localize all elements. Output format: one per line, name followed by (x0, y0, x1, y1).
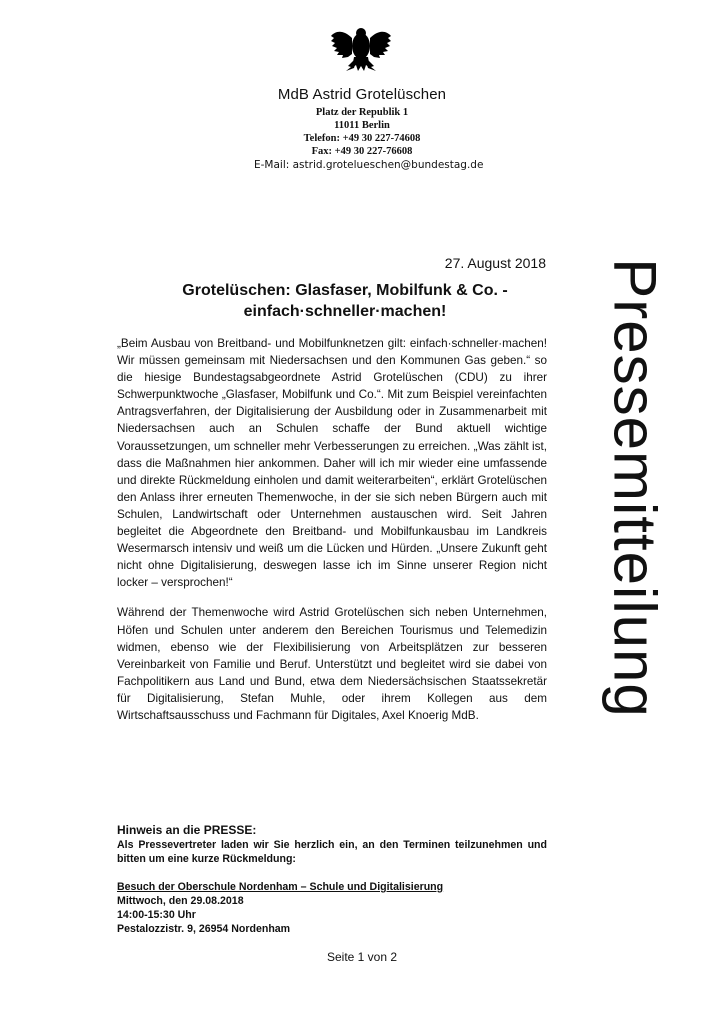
address-line-1: Platz der Republik 1 (315, 107, 409, 118)
release-date: 27. August 2018 (444, 255, 546, 271)
body-text (117, 335, 547, 737)
phone-line: Telefon: +49 30 227-74608 (303, 133, 421, 144)
fax-line: Fax: +49 30 227-76608 (311, 146, 413, 157)
press-heading: Hinweis an die PRESSE: (117, 823, 257, 837)
page-number: Seite 1 von 2 (326, 950, 398, 964)
vertical-title (587, 108, 683, 868)
event-address: Pestalozzistr. 9, 26954 Nordenham (117, 923, 291, 935)
body-paragraph-1: „Beim Ausbau von Breitband- und Mobilfunknetzen gilt: einfach·schneller·machen! Wir müssen gemeinsam mit Niedersachsen und den Kommunen Gas geben.“ so die hiesige Bundestagsabgeordnete Astrid Grotelüschen (CDU) zu ihrer Schwerpunktwoche „Glasfaser, Mobilfunk und Co.“. Mit zum Beispiel vereinfachten Antragsverfahren, der Digitalisierung der Ausbildung oder in Zusammenarbeit mit Niedersachsen auch an Schulen schaffe der Bund aktuell wichtige Voraussetzungen, um schneller mehr Verbesserungen zu erreichen. „Was zählt ist, dass die Maßnahmen hier ankommen. Daher will ich mir wieder eine umfassende und direkte Rückmeldung einholen und damit weiterarbeiten“, erklärt Grotelüschen den Anlass ihrer erneuten Themenwoche, in der sie sich neben Bürgern auch mit Schulen, Landwirtschaft oder Unternehmen austauschen wird. Seit Jahren begleitet die Abgeordnete den Breitband- und Mobilfunkausbau im Landkreis Wesermarsch intensiv und weiß um die Lücken und Hürden. „Unsere Zukunft geht nicht ohne Digitalisierung, deswegen lasse ich im Sinne unserer Region nicht locker – versprochen!“ (117, 337, 547, 590)
address-line-2: 11011 Berlin (334, 120, 390, 131)
bundestag-eagle-icon (330, 24, 392, 76)
press-note: Als Pressevertreter laden wir Sie herzlich ein, an den Terminen teilzunehmen und bitten um eine kurze Rückmeldung: (117, 839, 547, 865)
headline (120, 280, 570, 322)
headline-line-2: einfach·schneller·machen! (243, 303, 447, 320)
sender-name: MdB Astrid Grotelüschen (277, 86, 447, 103)
event-date: Mittwoch, den 29.08.2018 (117, 895, 244, 907)
event-time: 14:00-15:30 Uhr (117, 909, 196, 921)
email-line: E-Mail: astrid.grotelueschen@bundestag.de (254, 159, 484, 171)
letterhead (150, 86, 574, 172)
headline-line-1: Grotelüschen: Glasfaser, Mobilfunk & Co. - (182, 282, 508, 299)
event-details (117, 880, 547, 936)
event-title: Besuch der Oberschule Nordenham – Schule und Digitalisierung (117, 881, 444, 893)
press-notice (117, 823, 547, 936)
body-paragraph-2: Während der Themenwoche wird Astrid Grotelüschen sich neben Unternehmen, Höfen und Schulen unter anderem den Bereichen Tourismus und Telemedizin widmen, ebenso wie der Flexibilisierung von Arbeitsplätzen zur besseren Vereinbarkeit von Familie und Beruf. Unterstützt und begleitet wird sie dabei von Fachpolitikern aus Land und Bund, etwa dem Niedersächsischen Staatssekretär für Digitalisierung, Stefan Muhle, oder ihrem Kollegen aus dem Wirtschaftsausschuss und Fachmann für Digitales, Axel Knoerig MdB. (117, 606, 547, 722)
vertical-title-text: Pressemitteilung (601, 258, 669, 718)
